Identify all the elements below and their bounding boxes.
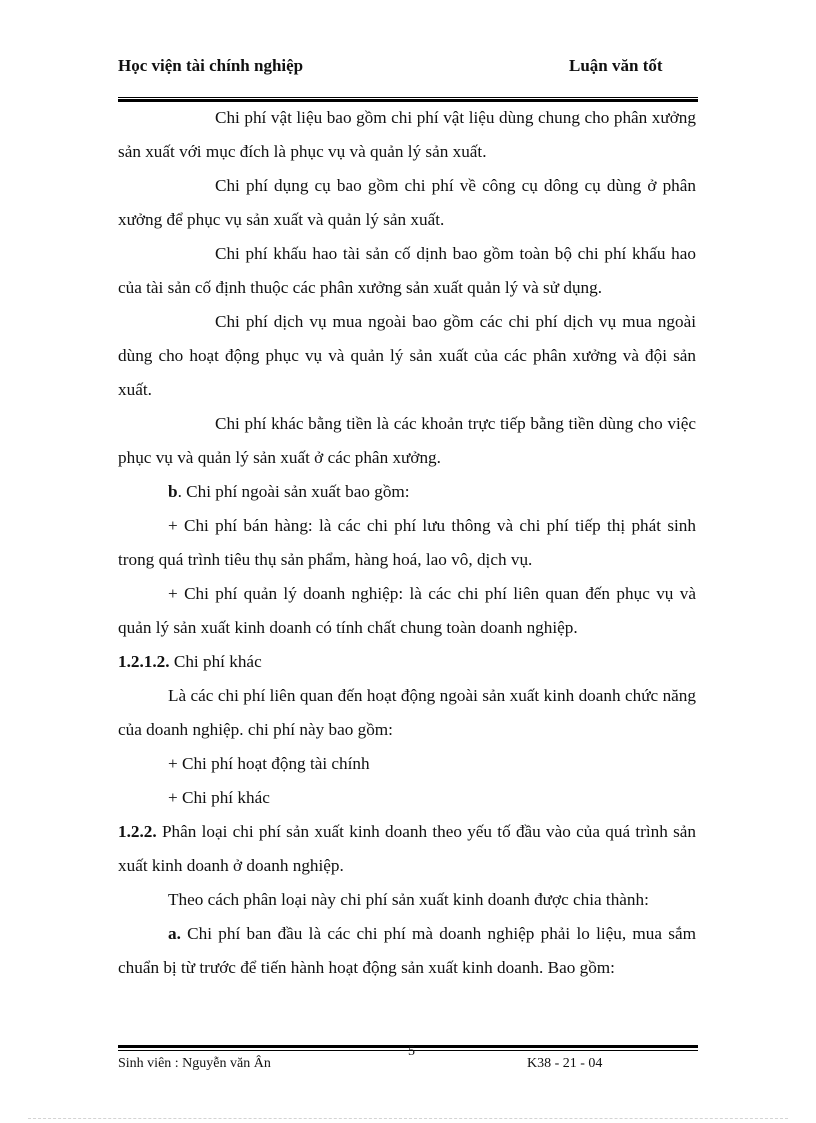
paragraph-admin-cost: + Chi phí quản lý doanh nghiệp: là các chi phí liên quan đến phục vụ và quản lý sản xuất kinh doanh có tính chất chung toàn doanh nghiệp. xyxy=(118,584,696,637)
paragraph-classification-intro: Theo cách phân loại này chi phí sản xuất kinh doanh được chia thành: xyxy=(168,890,649,909)
section-title-1-2-1-2: Chi phí khác xyxy=(169,652,262,671)
list-item-other-cost: + Chi phí khác xyxy=(168,788,270,807)
paragraph-other-costs-definition: Là các chi phí liên quan đến hoạt động ngoài sản xuất kinh doanh chức năng của doanh nghiệp. chi phí này bao gồm: xyxy=(118,686,696,739)
paragraph-other-cash-cost: Chi phí khác bằng tiền là các khoản trực tiếp bằng tiền dùng cho việc phục vụ và quản lý sản xuất ở các phân xưởng. xyxy=(118,414,696,467)
paragraph-material-cost: Chi phí vật liệu bao gồm chi phí vật liệu dùng chung cho phân xưởng sản xuất với mục đích là phục vụ và quản lý sản xuất. xyxy=(118,108,696,161)
section-number-1-2-2: 1.2.2. xyxy=(118,822,157,841)
footer-class-code: K38 - 21 - 04 xyxy=(527,1056,603,1071)
document-body xyxy=(118,101,696,985)
paragraph-selling-cost: + Chi phí bán hàng: là các chi phí lưu thông và chi phí tiếp thị phát sinh trong quá trình tiêu thụ sản phẩm, hàng hoá, lao vô, dịch vụ. xyxy=(118,516,696,569)
paragraph-non-production-heading xyxy=(118,475,696,509)
header-document-type: Luận văn tốt xyxy=(569,56,663,75)
section-number-1-2-1-2: 1.2.1.2. xyxy=(118,652,170,671)
list-item-financial-activity-cost: + Chi phí hoạt động tài chính xyxy=(168,754,370,773)
header-rule-thin xyxy=(118,97,698,98)
item-marker-b: b xyxy=(168,482,178,501)
page-break-line xyxy=(28,1118,788,1119)
item-text-a: Chi phí ban đầu là các chi phí mà doanh nghiệp phải lo liệu, mua sắm chuẩn bị từ trước để tiến hành hoạt động sản xuất kinh doanh. Bao gồm: xyxy=(118,924,696,977)
footer-student-name: Sinh viên : Nguyễn văn Ân xyxy=(118,1056,271,1071)
footer-page-number: 5 xyxy=(408,1044,415,1059)
paragraph-outsourced-service-cost: Chi phí dịch vụ mua ngoài bao gồm các chi phí dịch vụ mua ngoài dùng cho hoạt động phục vụ và quản lý sản xuất của các phân xưởng và đội sản xuất. xyxy=(118,312,696,399)
paragraph-depreciation-cost: Chi phí khấu hao tài sản cố dịnh bao gồm toàn bộ chi phí khấu hao của tài sản cố định thuộc các phân xưởng sản xuất quản lý và sử dụng. xyxy=(118,244,696,297)
section-title-1-2-2: Phân loại chi phí sản xuất kinh doanh theo yếu tố đầu vào của quá trình sản xuất kinh doanh ở doanh nghiệp. xyxy=(118,822,696,875)
section-heading-1-2-1-2 xyxy=(118,645,696,679)
header-institution: Học viện tài chính nghiệp xyxy=(118,56,304,75)
section-heading-1-2-2 xyxy=(118,815,696,883)
paragraph-tool-cost: Chi phí dụng cụ bao gồm chi phí về công cụ dông cụ dùng ở phân xưởng để phục vụ sản xuất và quản lý sản xuất. xyxy=(118,176,696,229)
paragraph-initial-cost xyxy=(118,917,696,985)
item-text-b: . Chi phí ngoài sản xuất bao gồm: xyxy=(177,482,410,501)
item-marker-a: a. xyxy=(168,924,181,943)
